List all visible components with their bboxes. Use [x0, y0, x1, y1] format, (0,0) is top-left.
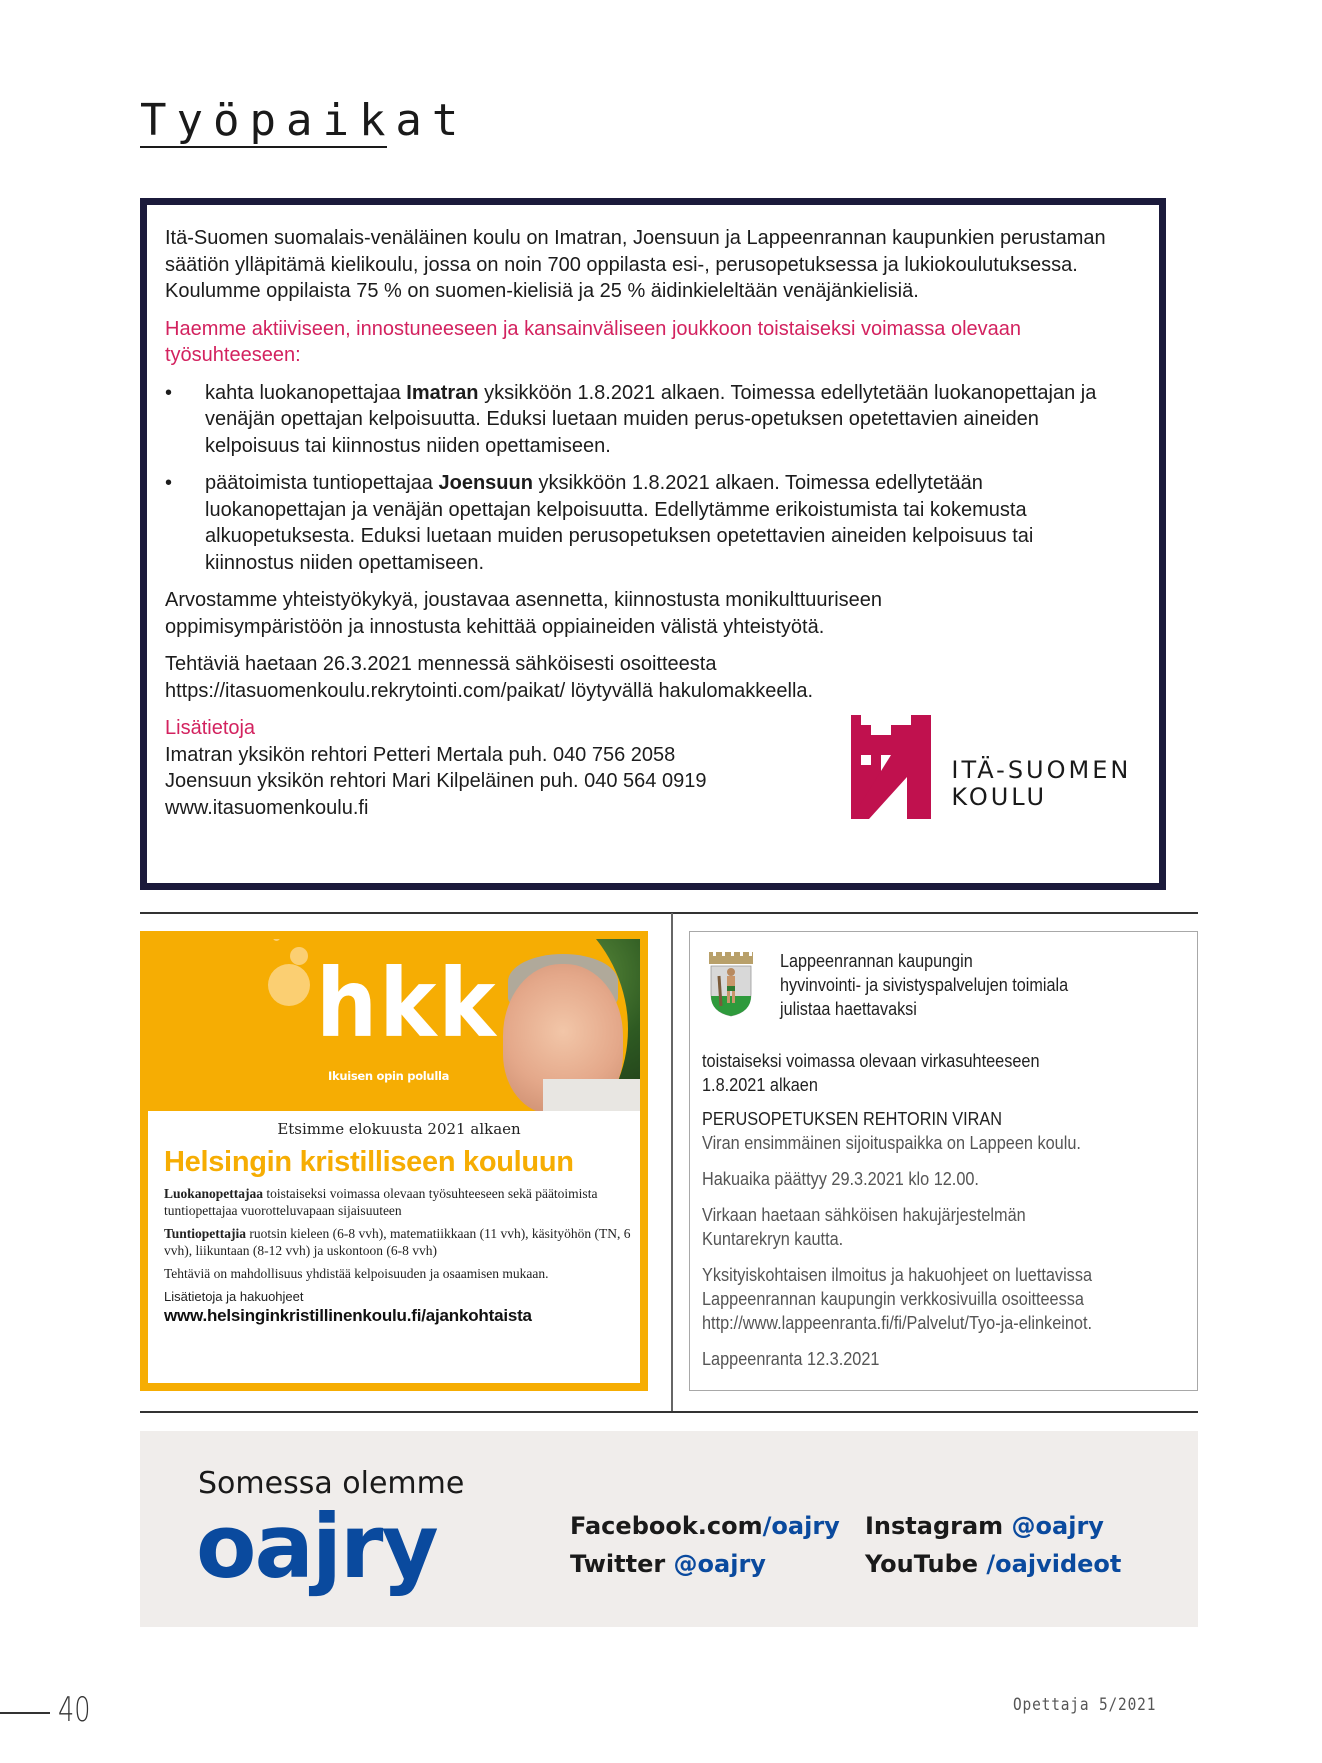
ad-apply: Tehtäviä haetaan 26.3.2021 mennessä sähköisesti osoitteesta https://itasuomenkoulu.rekrytointi.com/paikat/ löytyvällä hakulomakkeella.: [165, 653, 814, 702]
divider: [140, 912, 1198, 914]
employment-terms: toistaiseksi voimassa olevaan virkasuhteeseen 1.8.2021 alkaen: [702, 1050, 1040, 1095]
deadline: Hakuaika päättyy 29.3.2021 klo 12.00.: [702, 1168, 979, 1189]
contact-block: [165, 715, 791, 821]
ita-suomen-koulu-emblem-icon: [851, 715, 931, 819]
more-info-label: Lisätietoja: [165, 717, 256, 739]
column-divider: [671, 913, 673, 1411]
website-link[interactable]: http://www.lappeenranta.fi/fi/Palvelut/Tyo-ja-elinkeinot.: [702, 1312, 1093, 1333]
contact-line: Imatran yksikön rehtori Petteri Mertala puh. 040 756 2058: [165, 743, 676, 766]
divider: [140, 1411, 1198, 1413]
contact-line: Joensuun yksikön rehtori Mari Kilpeläinen puh. 040 564 0919: [165, 770, 707, 792]
signature: Lappeenranta 12.3.2021: [702, 1348, 880, 1369]
ita-suomen-koulu-logo: [851, 715, 1145, 819]
instagram-link[interactable]: Instagram @oajry: [865, 1512, 1104, 1540]
logo-wordmark: ITÄ-SUOMEN KOULU: [951, 756, 1132, 811]
page-number: 40: [58, 1690, 91, 1730]
section-title: Työpaikat: [140, 95, 469, 146]
apply-info: Virkaan haetaan sähköisen hakujärjestelmän Kuntarekryn kautta.: [702, 1204, 1026, 1249]
bubble-icon: [290, 947, 308, 965]
social-lead: Somessa olemme: [198, 1466, 465, 1501]
position-item: • päätoimista tuntiopettajaa Joensuun yksikköön 1.8.2021 alkaen. Toimessa edellytetään luokanopettajan ja venäjän opettajan kelpoisuutta. Edellytämme erikoistumista tai kokemusta alkuopetuksesta. Eduksi luetaan muiden perusopetuksen opetettavien aineiden kelpoisuus tai kiinnostus niiden opettamiseen.: [165, 472, 1034, 574]
oajry-logo: oajry: [196, 1495, 437, 1598]
website-link[interactable]: www.itasuomenkoulu.fi: [165, 796, 369, 819]
youtube-link[interactable]: YouTube /oajvideot: [865, 1550, 1122, 1578]
ad-paragraph: Luokanopettajaa toistaiseksi voimassa olevaan työsuhteeseen sekä päätoimista tuntiopettajaa vuorotteluvapaan sijaisuuteen: [164, 1186, 598, 1218]
social-links: [570, 1507, 1170, 1583]
ad-heading: Helsingin kristilliseen kouluun: [164, 1146, 574, 1178]
placement: Viran ensimmäinen sijoituspaikka on Lappeen koulu.: [702, 1132, 1081, 1153]
social-media-box: [140, 1431, 1198, 1627]
job-ad-helsingin-kristillinen-koulu: [140, 931, 648, 1391]
ad-banner: [148, 939, 640, 1111]
apply-url[interactable]: https://itasuomenkoulu.rekrytointi.com/paikat/ löytyvällä hakulomakkeella.: [165, 679, 814, 702]
ad-values: Arvostamme yhteistyökykyä, joustavaa asennetta, kiinnostusta monikulttuuriseen oppimisympäristöön ja innostusta kehittää oppiaineiden välistä yhteistyötä.: [165, 589, 883, 638]
issuer: Lappeenrannan kaupungin hyvinvointi- ja sivistyspalvelujen toimiala julistaa haettavaksi: [780, 951, 1069, 1019]
job-ad-ita-suomen-koulu: [140, 198, 1166, 890]
issue-label: Opettaja 5/2021: [1013, 1695, 1157, 1715]
twitter-link[interactable]: Twitter @oajry: [570, 1550, 766, 1578]
position-title: PERUSOPETUKSEN REHTORIN VIRAN: [702, 1108, 1003, 1129]
position-location: Imatran: [406, 381, 479, 404]
coat-of-arms-icon: [707, 950, 755, 1018]
ad-intro: Itä-Suomen suomalais-venäläinen koulu on Imatran, Joensuun ja Lappeenrannan kaupunkien perustaman säätiön ylläpitämä kielikoulu, jossa on noin 700 oppilasta esi-, perusopetuksessa ja lukiokoulutuksessa. Koulumme oppilaista 75 % on suomen-kielisiä ja 25 % äidinkieleltään venäjänkielisiä.: [165, 227, 1106, 302]
more-info-label: Lisätietoja ja hakuohjeet: [164, 1289, 304, 1304]
position-location: Joensuun: [438, 472, 533, 494]
website-link[interactable]: www.helsinginkristillinenkoulu.fi/ajankohtaista: [164, 1306, 532, 1325]
bullet-icon: •: [165, 381, 173, 404]
bubble-icon: [273, 939, 280, 941]
ad-lead: Etsimme elokuusta 2021 alkaen: [277, 1120, 521, 1138]
hkk-tagline: Ikuisen opin polulla: [328, 1069, 450, 1083]
position-list: [165, 380, 1145, 577]
job-ad-lappeenranta: [689, 931, 1198, 1391]
bullet-icon: •: [165, 472, 173, 494]
hkk-logo: hkk: [316, 949, 498, 1059]
ad-paragraph: Tuntiopettajia ruotsin kieleen (6-8 vvh), matematiikkaan (11 vvh), käsityöhön (TN, 6 vvh), liikuntaan (8-12 vvh) ja uskontoon (6-8 vvh): [164, 1226, 631, 1258]
ad-call: Haemme aktiiviseen, innostuneeseen ja kansainväliseen joukkoon toistaiseksi voimassa olevaan työsuhteeseen:: [165, 317, 1022, 366]
title-underline: [140, 146, 387, 148]
facebook-link[interactable]: Facebook.com/oajry: [570, 1512, 840, 1540]
bubble-icon: [268, 964, 310, 1006]
folio-rule: [0, 1712, 50, 1714]
position-item: • kahta luokanopettajaa Imatran yksikköön 1.8.2021 alkaen. Toimessa edellytetään luokanopettajan ja venäjän opettajan kelpoisuutta. Eduksi luetaan muiden perus-opetuksen opetettavien aineiden kelpoisuus tai kiinnostus niiden opettamiseen.: [165, 381, 1097, 457]
details-info: Yksityiskohtaisen ilmoitus ja hakuohjeet on luettavissa Lappeenrannan kaupungin verkkosivuilla osoitteessa http://www.lappeenranta.fi/fi/Palvelut/Tyo-ja-elinkeinot.: [702, 1264, 1093, 1333]
ad-paragraph: Tehtäviä on mahdollisuus yhdistää kelpoisuuden ja osaamisen mukaan.: [164, 1266, 549, 1281]
